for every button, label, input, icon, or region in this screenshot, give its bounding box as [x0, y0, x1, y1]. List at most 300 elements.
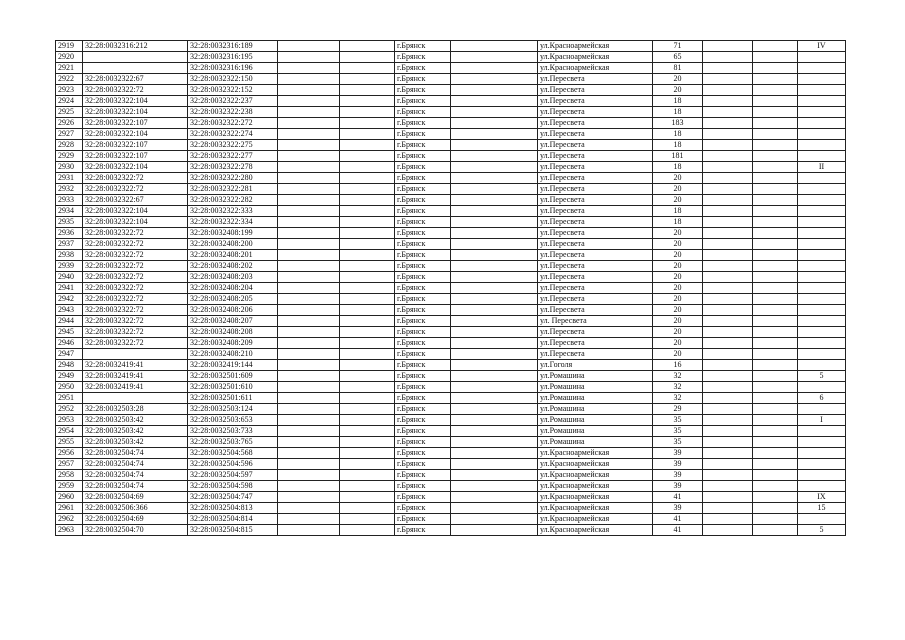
cell-blank-col-10 [703, 118, 753, 129]
cell-blank-col-5 [340, 129, 395, 140]
cell-blank-col-10 [703, 129, 753, 140]
cell-house-number: 20 [653, 250, 703, 261]
cell-parcel-cadastral-number: 32:28:0032322:104 [83, 107, 188, 118]
cell-row-number: 2925 [56, 107, 83, 118]
cell-parcel-cadastral-number: 32:28:0032322:72 [83, 85, 188, 96]
cell-street: ул.Красноармейская [538, 52, 653, 63]
cell-blank-col-7 [451, 118, 538, 129]
cell-street: ул.Пересвета [538, 85, 653, 96]
cell-blank-col-7 [451, 437, 538, 448]
cell-street: ул.Пересвета [538, 195, 653, 206]
cell-blank-col-10 [703, 503, 753, 514]
table-row [56, 96, 846, 107]
cell-city: г.Брянск [395, 206, 451, 217]
cell-house-number: 18 [653, 96, 703, 107]
table-row [56, 382, 846, 393]
cell-building-cadastral-number: 32:28:0032316:196 [188, 63, 278, 74]
cell-parcel-cadastral-number: 32:28:0032419:41 [83, 382, 188, 393]
cell-house-number: 16 [653, 360, 703, 371]
cell-blank-col-4 [278, 470, 340, 481]
cell-row-number: 2952 [56, 404, 83, 415]
cell-street: ул.Пересвета [538, 261, 653, 272]
cell-blank-col-5 [340, 316, 395, 327]
cell-row-number: 2929 [56, 151, 83, 162]
table-row [56, 327, 846, 338]
cell-building-cadastral-number: 32:28:0032408:205 [188, 294, 278, 305]
cell-blank-col-10 [703, 140, 753, 151]
cell-blank-col-5 [340, 470, 395, 481]
cell-street: ул.Пересвета [538, 305, 653, 316]
cell-house-number: 20 [653, 239, 703, 250]
cell-parcel-cadastral-number: 32:28:0032322:72 [83, 173, 188, 184]
cell-blank-col-11 [753, 162, 798, 173]
cell-blank-col-7 [451, 492, 538, 503]
cell-building-cadastral-number: 32:28:0032322:277 [188, 151, 278, 162]
cell-blank-col-10 [703, 52, 753, 63]
cell-row-number: 2957 [56, 459, 83, 470]
cell-row-number: 2937 [56, 239, 83, 250]
cell-blank-col-4 [278, 503, 340, 514]
cell-blank-col-7 [451, 415, 538, 426]
cell-blank-col-5 [340, 272, 395, 283]
cell-building-cadastral-number: 32:28:0032322:278 [188, 162, 278, 173]
cell-row-number: 2946 [56, 338, 83, 349]
cell-city: г.Брянск [395, 415, 451, 426]
table-row [56, 316, 846, 327]
cell-row-number: 2949 [56, 371, 83, 382]
cell-house-number: 20 [653, 184, 703, 195]
cell-roman-note [798, 481, 846, 492]
cell-roman-note [798, 173, 846, 184]
cell-row-number: 2953 [56, 415, 83, 426]
cell-blank-col-7 [451, 283, 538, 294]
cell-blank-col-4 [278, 283, 340, 294]
cell-building-cadastral-number: 32:28:0032501:611 [188, 393, 278, 404]
cell-blank-col-4 [278, 514, 340, 525]
cell-blank-col-5 [340, 250, 395, 261]
cell-street: ул.Пересвета [538, 294, 653, 305]
cell-blank-col-10 [703, 74, 753, 85]
cell-blank-col-11 [753, 360, 798, 371]
table-row [56, 437, 846, 448]
cell-building-cadastral-number: 32:28:0032408:202 [188, 261, 278, 272]
cell-building-cadastral-number: 32:28:0032322:275 [188, 140, 278, 151]
cell-house-number: 81 [653, 63, 703, 74]
cell-parcel-cadastral-number [83, 52, 188, 63]
cell-street: ул.Пересвета [538, 327, 653, 338]
cell-blank-col-7 [451, 217, 538, 228]
cell-building-cadastral-number: 32:28:0032504:813 [188, 503, 278, 514]
cell-roman-note [798, 426, 846, 437]
cell-house-number: 20 [653, 338, 703, 349]
table-row [56, 173, 846, 184]
cell-blank-col-11 [753, 371, 798, 382]
cell-parcel-cadastral-number: 32:28:0032322:72 [83, 184, 188, 195]
cell-city: г.Брянск [395, 525, 451, 536]
cell-parcel-cadastral-number: 32:28:0032504:69 [83, 514, 188, 525]
cell-row-number: 2951 [56, 393, 83, 404]
cell-blank-col-10 [703, 96, 753, 107]
cell-roman-note [798, 107, 846, 118]
cell-blank-col-5 [340, 382, 395, 393]
cell-blank-col-11 [753, 129, 798, 140]
cell-building-cadastral-number: 32:28:0032322:237 [188, 96, 278, 107]
cell-blank-col-5 [340, 415, 395, 426]
cell-street: ул.Ромашина [538, 415, 653, 426]
cell-row-number: 2926 [56, 118, 83, 129]
cell-blank-col-10 [703, 107, 753, 118]
cell-city: г.Брянск [395, 250, 451, 261]
cell-house-number: 20 [653, 327, 703, 338]
cell-blank-col-4 [278, 415, 340, 426]
cell-roman-note [798, 349, 846, 360]
cell-blank-col-7 [451, 96, 538, 107]
cell-blank-col-7 [451, 239, 538, 250]
cell-parcel-cadastral-number: 32:28:0032322:72 [83, 294, 188, 305]
cell-house-number: 20 [653, 228, 703, 239]
cell-roman-note: 5 [798, 525, 846, 536]
cell-building-cadastral-number: 32:28:0032503:653 [188, 415, 278, 426]
cell-blank-col-10 [703, 382, 753, 393]
cell-building-cadastral-number: 32:28:0032504:747 [188, 492, 278, 503]
cell-building-cadastral-number: 32:28:0032408:209 [188, 338, 278, 349]
cell-blank-col-11 [753, 404, 798, 415]
cell-building-cadastral-number: 32:28:0032322:238 [188, 107, 278, 118]
cell-row-number: 2920 [56, 52, 83, 63]
cell-building-cadastral-number: 32:28:0032503:765 [188, 437, 278, 448]
table-row [56, 107, 846, 118]
cell-blank-col-10 [703, 305, 753, 316]
cell-blank-col-11 [753, 338, 798, 349]
cell-row-number: 2955 [56, 437, 83, 448]
cell-house-number: 20 [653, 173, 703, 184]
cell-street: ул.Красноармейская [538, 459, 653, 470]
cell-parcel-cadastral-number: 32:28:0032322:72 [83, 327, 188, 338]
cell-blank-col-4 [278, 173, 340, 184]
cell-blank-col-10 [703, 162, 753, 173]
cell-row-number: 2927 [56, 129, 83, 140]
cell-roman-note: IX [798, 492, 846, 503]
cell-parcel-cadastral-number: 32:28:0032322:104 [83, 96, 188, 107]
cell-house-number: 35 [653, 437, 703, 448]
cell-house-number: 35 [653, 415, 703, 426]
cell-blank-col-11 [753, 173, 798, 184]
cell-city: г.Брянск [395, 63, 451, 74]
cell-blank-col-4 [278, 85, 340, 96]
cell-street: ул.Пересвета [538, 162, 653, 173]
table-row [56, 63, 846, 74]
cell-parcel-cadastral-number [83, 349, 188, 360]
cell-parcel-cadastral-number: 32:28:0032322:104 [83, 217, 188, 228]
cell-blank-col-4 [278, 371, 340, 382]
cell-city: г.Брянск [395, 316, 451, 327]
cell-blank-col-4 [278, 492, 340, 503]
cell-blank-col-4 [278, 338, 340, 349]
cell-blank-col-7 [451, 349, 538, 360]
cell-house-number: 39 [653, 503, 703, 514]
cell-blank-col-4 [278, 63, 340, 74]
cell-blank-col-11 [753, 52, 798, 63]
cell-blank-col-5 [340, 74, 395, 85]
cell-city: г.Брянск [395, 140, 451, 151]
cell-city: г.Брянск [395, 338, 451, 349]
cell-city: г.Брянск [395, 503, 451, 514]
table-row [56, 349, 846, 360]
cell-street: ул.Ромашина [538, 382, 653, 393]
cell-blank-col-11 [753, 85, 798, 96]
cell-blank-col-7 [451, 228, 538, 239]
cadastral-table [55, 40, 846, 536]
cell-building-cadastral-number: 32:28:0032408:203 [188, 272, 278, 283]
cell-house-number: 35 [653, 426, 703, 437]
cell-parcel-cadastral-number: 32:28:0032316:212 [83, 41, 188, 52]
cell-roman-note: 6 [798, 393, 846, 404]
cell-parcel-cadastral-number: 32:28:0032504:74 [83, 481, 188, 492]
table-row [56, 492, 846, 503]
cell-city: г.Брянск [395, 173, 451, 184]
cell-building-cadastral-number: 32:28:0032408:199 [188, 228, 278, 239]
cell-blank-col-11 [753, 272, 798, 283]
cell-blank-col-10 [703, 184, 753, 195]
cell-street: ул.Ромашина [538, 393, 653, 404]
cell-blank-col-11 [753, 206, 798, 217]
cell-building-cadastral-number: 32:28:0032504:597 [188, 470, 278, 481]
cell-street: ул.Красноармейская [538, 525, 653, 536]
cell-street: ул.Пересвета [538, 349, 653, 360]
cell-row-number: 2934 [56, 206, 83, 217]
cell-blank-col-5 [340, 228, 395, 239]
cell-building-cadastral-number: 32:28:0032408:204 [188, 283, 278, 294]
cell-city: г.Брянск [395, 349, 451, 360]
cell-building-cadastral-number: 32:28:0032408:201 [188, 250, 278, 261]
cell-building-cadastral-number: 32:28:0032504:568 [188, 448, 278, 459]
cell-street: ул. Пересвета [538, 316, 653, 327]
table-row [56, 415, 846, 426]
cell-roman-note [798, 206, 846, 217]
cell-blank-col-10 [703, 316, 753, 327]
cell-parcel-cadastral-number: 32:28:0032322:104 [83, 129, 188, 140]
cell-blank-col-4 [278, 349, 340, 360]
cell-city: г.Брянск [395, 85, 451, 96]
cell-blank-col-7 [451, 503, 538, 514]
cell-blank-col-10 [703, 283, 753, 294]
cell-house-number: 39 [653, 448, 703, 459]
cell-row-number: 2921 [56, 63, 83, 74]
cell-roman-note [798, 327, 846, 338]
cell-building-cadastral-number: 32:28:0032504:815 [188, 525, 278, 536]
cell-blank-col-11 [753, 250, 798, 261]
table-row [56, 184, 846, 195]
cell-city: г.Брянск [395, 371, 451, 382]
cell-blank-col-5 [340, 140, 395, 151]
cell-blank-col-5 [340, 448, 395, 459]
cell-row-number: 2959 [56, 481, 83, 492]
cell-street: ул.Пересвета [538, 74, 653, 85]
cell-blank-col-4 [278, 459, 340, 470]
cell-blank-col-11 [753, 316, 798, 327]
cell-blank-col-7 [451, 41, 538, 52]
cell-street: ул.Пересвета [538, 129, 653, 140]
cell-blank-col-10 [703, 404, 753, 415]
cell-city: г.Брянск [395, 327, 451, 338]
cell-roman-note [798, 437, 846, 448]
cell-blank-col-5 [340, 195, 395, 206]
cell-blank-col-4 [278, 129, 340, 140]
cell-blank-col-5 [340, 173, 395, 184]
cell-blank-col-7 [451, 272, 538, 283]
cell-building-cadastral-number: 32:28:0032316:189 [188, 41, 278, 52]
cell-blank-col-5 [340, 85, 395, 96]
cell-blank-col-7 [451, 426, 538, 437]
cell-blank-col-7 [451, 371, 538, 382]
table-row [56, 41, 846, 52]
cell-row-number: 2958 [56, 470, 83, 481]
cell-parcel-cadastral-number [83, 393, 188, 404]
cell-street: ул.Красноармейская [538, 470, 653, 481]
cell-parcel-cadastral-number: 32:28:0032322:72 [83, 305, 188, 316]
cell-blank-col-5 [340, 393, 395, 404]
cell-blank-col-7 [451, 74, 538, 85]
table-row [56, 448, 846, 459]
cell-roman-note [798, 74, 846, 85]
cell-house-number: 41 [653, 525, 703, 536]
cell-blank-col-10 [703, 349, 753, 360]
cell-blank-col-4 [278, 107, 340, 118]
cell-blank-col-5 [340, 459, 395, 470]
cell-roman-note [798, 129, 846, 140]
cell-roman-note: 15 [798, 503, 846, 514]
cell-house-number: 20 [653, 349, 703, 360]
cell-street: ул.Пересвета [538, 228, 653, 239]
cell-blank-col-4 [278, 327, 340, 338]
cell-parcel-cadastral-number: 32:28:0032322:67 [83, 195, 188, 206]
cell-blank-col-4 [278, 250, 340, 261]
cell-house-number: 183 [653, 118, 703, 129]
cell-blank-col-11 [753, 195, 798, 206]
cell-blank-col-11 [753, 492, 798, 503]
cell-street: ул.Пересвета [538, 184, 653, 195]
cell-city: г.Брянск [395, 129, 451, 140]
cell-roman-note [798, 382, 846, 393]
cell-roman-note: IV [798, 41, 846, 52]
cell-blank-col-7 [451, 448, 538, 459]
cell-row-number: 2931 [56, 173, 83, 184]
cell-parcel-cadastral-number: 32:28:0032322:104 [83, 162, 188, 173]
cell-city: г.Брянск [395, 272, 451, 283]
cell-street: ул.Пересвета [538, 140, 653, 151]
cell-blank-col-10 [703, 360, 753, 371]
cell-row-number: 2950 [56, 382, 83, 393]
cell-blank-col-11 [753, 382, 798, 393]
cell-blank-col-5 [340, 327, 395, 338]
cell-blank-col-5 [340, 162, 395, 173]
cell-roman-note [798, 217, 846, 228]
cell-blank-col-7 [451, 206, 538, 217]
cell-blank-col-7 [451, 52, 538, 63]
cell-blank-col-10 [703, 173, 753, 184]
cell-row-number: 2961 [56, 503, 83, 514]
cell-building-cadastral-number: 32:28:0032322:272 [188, 118, 278, 129]
cell-blank-col-7 [451, 327, 538, 338]
cell-blank-col-10 [703, 239, 753, 250]
cell-blank-col-7 [451, 481, 538, 492]
cell-blank-col-4 [278, 140, 340, 151]
cell-blank-col-4 [278, 228, 340, 239]
cell-blank-col-7 [451, 316, 538, 327]
cell-blank-col-7 [451, 525, 538, 536]
cell-row-number: 2948 [56, 360, 83, 371]
cell-blank-col-10 [703, 415, 753, 426]
cell-city: г.Брянск [395, 52, 451, 63]
cell-street: ул.Пересвета [538, 173, 653, 184]
cell-blank-col-4 [278, 426, 340, 437]
cell-blank-col-10 [703, 459, 753, 470]
cell-street: ул.Пересвета [538, 283, 653, 294]
cell-parcel-cadastral-number: 32:28:0032322:107 [83, 118, 188, 129]
cell-city: г.Брянск [395, 74, 451, 85]
cell-blank-col-4 [278, 448, 340, 459]
cell-house-number: 20 [653, 74, 703, 85]
cell-city: г.Брянск [395, 470, 451, 481]
cell-building-cadastral-number: 32:28:0032408:208 [188, 327, 278, 338]
cell-roman-note: II [798, 162, 846, 173]
cell-row-number: 2954 [56, 426, 83, 437]
cell-city: г.Брянск [395, 404, 451, 415]
cell-city: г.Брянск [395, 239, 451, 250]
cell-row-number: 2963 [56, 525, 83, 536]
cell-parcel-cadastral-number: 32:28:0032503:42 [83, 426, 188, 437]
cell-roman-note [798, 305, 846, 316]
cell-roman-note [798, 118, 846, 129]
cell-city: г.Брянск [395, 481, 451, 492]
cell-house-number: 39 [653, 481, 703, 492]
cell-blank-col-4 [278, 360, 340, 371]
cell-parcel-cadastral-number: 32:28:0032322:107 [83, 140, 188, 151]
table-row [56, 503, 846, 514]
cell-blank-col-4 [278, 272, 340, 283]
table-row [56, 459, 846, 470]
table-row [56, 250, 846, 261]
cell-blank-col-10 [703, 525, 753, 536]
cell-blank-col-10 [703, 492, 753, 503]
cell-blank-col-10 [703, 338, 753, 349]
cell-house-number: 41 [653, 492, 703, 503]
cell-building-cadastral-number: 32:28:0032504:596 [188, 459, 278, 470]
cell-parcel-cadastral-number: 32:28:0032322:107 [83, 151, 188, 162]
cell-blank-col-5 [340, 41, 395, 52]
cell-blank-col-4 [278, 52, 340, 63]
cell-blank-col-5 [340, 437, 395, 448]
table-row [56, 481, 846, 492]
cell-blank-col-10 [703, 85, 753, 96]
cell-roman-note [798, 96, 846, 107]
cell-house-number: 20 [653, 305, 703, 316]
cell-street: ул.Пересвета [538, 96, 653, 107]
cell-street: ул.Красноармейская [538, 63, 653, 74]
cell-house-number: 18 [653, 162, 703, 173]
cell-blank-col-10 [703, 41, 753, 52]
cell-roman-note [798, 360, 846, 371]
table-row [56, 371, 846, 382]
cell-house-number: 18 [653, 129, 703, 140]
cell-house-number: 20 [653, 195, 703, 206]
cell-city: г.Брянск [395, 151, 451, 162]
table-row [56, 404, 846, 415]
cell-blank-col-7 [451, 338, 538, 349]
cell-building-cadastral-number: 32:28:0032419:144 [188, 360, 278, 371]
cell-street: ул.Пересвета [538, 107, 653, 118]
cell-blank-col-4 [278, 481, 340, 492]
